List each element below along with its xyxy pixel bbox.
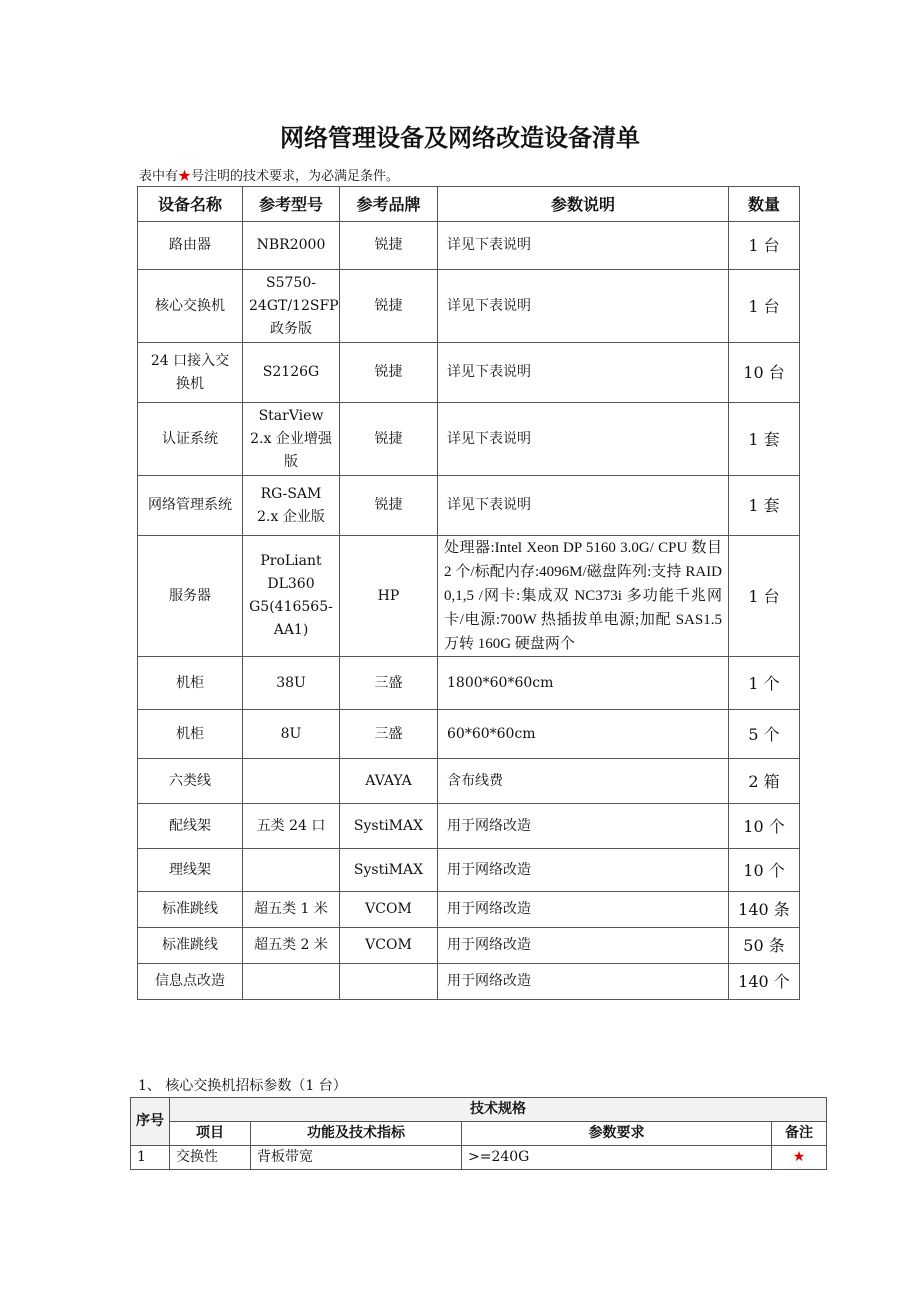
cell-qty: 10 台 — [729, 343, 800, 403]
table-row — [138, 657, 800, 710]
cell-brand — [340, 964, 438, 1000]
cell-requirement: >=240G — [462, 1146, 772, 1170]
header-remark: 备注 — [772, 1122, 827, 1146]
table-row — [138, 892, 800, 928]
star-icon: ★ — [178, 169, 192, 184]
cell-name: 标准跳线 — [138, 892, 243, 928]
cell-desc: 处理器:Intel Xeon DP 5160 3.0G/ CPU 数目 2 个/标配内存:4096M/磁盘阵列:支持 RAID 0,1,5 /网卡:集成双 NC373i 多功能千兆网卡/电源:700W 热插拔单电源;加配 SAS1.5 万转 160G 硬盘两个 — [438, 536, 729, 657]
cell-brand: VCOM — [340, 928, 438, 964]
cell-qty: 140 个 — [729, 964, 800, 1000]
cell-model: 超五类 2 米 — [243, 928, 340, 964]
note-text: 号注明的技术要求，为必满足条件。 — [191, 169, 400, 184]
cell-desc: 详见下表说明 — [438, 222, 729, 270]
cell-name: 机柜 — [138, 657, 243, 710]
cell-desc: 1800*60*60cm — [438, 657, 729, 710]
header-name: 设备名称 — [138, 187, 243, 222]
cell-brand: 锐捷 — [340, 222, 438, 270]
table-row — [138, 403, 800, 476]
cell-name: 机柜 — [138, 710, 243, 759]
cell-model: S5750-24GT/12SFP 政务版 — [243, 270, 340, 343]
cell-name: 标准跳线 — [138, 928, 243, 964]
cell-desc: 用于网络改造 — [438, 804, 729, 849]
table-row — [138, 849, 800, 892]
cell-desc: 用于网络改造 — [438, 849, 729, 892]
header-desc: 参数说明 — [438, 187, 729, 222]
section-heading: 1、 核心交换机招标参数（1 台） — [138, 1078, 347, 1094]
cell-model: 超五类 1 米 — [243, 892, 340, 928]
cell-qty: 5 个 — [729, 710, 800, 759]
cell-brand: 锐捷 — [340, 343, 438, 403]
table-row — [138, 928, 800, 964]
cell-model — [243, 759, 340, 804]
cell-desc: 60*60*60cm — [438, 710, 729, 759]
table-row — [131, 1146, 827, 1170]
cell-model — [243, 964, 340, 1000]
table-row — [138, 343, 800, 403]
cell-model: 38U — [243, 657, 340, 710]
cell-qty: 1 套 — [729, 403, 800, 476]
table-row — [138, 804, 800, 849]
star-icon: ★ — [772, 1146, 827, 1170]
header-qty: 数量 — [729, 187, 800, 222]
table-row — [138, 222, 800, 270]
header-spec: 技术规格 — [170, 1098, 827, 1122]
cell-brand: SystiMAX — [340, 804, 438, 849]
cell-qty: 10 个 — [729, 804, 800, 849]
table-row — [138, 476, 800, 536]
cell-qty: 140 条 — [729, 892, 800, 928]
core-switch-spec-table — [130, 1097, 827, 1170]
cell-brand: 三盛 — [340, 710, 438, 759]
cell-desc: 含布线费 — [438, 759, 729, 804]
cell-model: 8U — [243, 710, 340, 759]
cell-name: 路由器 — [138, 222, 243, 270]
cell-brand: AVAYA — [340, 759, 438, 804]
page-title: 网络管理设备及网络改造设备清单 — [280, 124, 640, 152]
cell-name: 理线架 — [138, 849, 243, 892]
cell-name: 24 口接入交换机 — [138, 343, 243, 403]
cell-qty: 10 个 — [729, 849, 800, 892]
cell-qty: 1 个 — [729, 657, 800, 710]
cell-qty: 1 台 — [729, 536, 800, 657]
cell-qty: 50 条 — [729, 928, 800, 964]
cell-name: 服务器 — [138, 536, 243, 657]
cell-name: 信息点改造 — [138, 964, 243, 1000]
cell-name: 配线架 — [138, 804, 243, 849]
cell-desc: 详见下表说明 — [438, 270, 729, 343]
header-requirement: 参数要求 — [462, 1122, 772, 1146]
cell-qty: 1 套 — [729, 476, 800, 536]
header-brand: 参考品牌 — [340, 187, 438, 222]
requirement-note — [139, 165, 399, 184]
cell-qty: 1 台 — [729, 222, 800, 270]
cell-name: 认证系统 — [138, 403, 243, 476]
cell-name: 网络管理系统 — [138, 476, 243, 536]
header-model: 参考型号 — [243, 187, 340, 222]
cell-seq: 1 — [131, 1146, 170, 1170]
cell-model — [243, 849, 340, 892]
cell-desc: 详见下表说明 — [438, 343, 729, 403]
equipment-table — [137, 186, 800, 1000]
table-row — [138, 710, 800, 759]
cell-function: 背板带宽 — [251, 1146, 462, 1170]
cell-model: ProLiant DL360 G5(416565-AA1) — [243, 536, 340, 657]
cell-desc: 详见下表说明 — [438, 476, 729, 536]
cell-qty: 2 箱 — [729, 759, 800, 804]
cell-desc: 详见下表说明 — [438, 403, 729, 476]
cell-brand: 锐捷 — [340, 403, 438, 476]
note-text: 表中有 — [139, 169, 179, 184]
cell-model: 五类 24 口 — [243, 804, 340, 849]
header-seq: 序号 — [131, 1098, 170, 1146]
cell-brand: 锐捷 — [340, 270, 438, 343]
cell-brand: 三盛 — [340, 657, 438, 710]
cell-desc: 用于网络改造 — [438, 892, 729, 928]
cell-name: 核心交换机 — [138, 270, 243, 343]
cell-desc: 用于网络改造 — [438, 964, 729, 1000]
table-row — [138, 536, 800, 657]
table-row — [138, 270, 800, 343]
table-row — [138, 964, 800, 1000]
cell-item: 交换性 — [170, 1146, 251, 1170]
cell-model: RG-SAM 2.x 企业版 — [243, 476, 340, 536]
header-item: 项目 — [170, 1122, 251, 1146]
cell-qty: 1 台 — [729, 270, 800, 343]
table-header-row — [138, 187, 800, 222]
cell-brand: VCOM — [340, 892, 438, 928]
cell-name: 六类线 — [138, 759, 243, 804]
cell-model: NBR2000 — [243, 222, 340, 270]
table-row — [138, 759, 800, 804]
header-function: 功能及技术指标 — [251, 1122, 462, 1146]
cell-brand: SystiMAX — [340, 849, 438, 892]
cell-brand: 锐捷 — [340, 476, 438, 536]
cell-model: StarView 2.x 企业增强版 — [243, 403, 340, 476]
cell-model: S2126G — [243, 343, 340, 403]
cell-brand: HP — [340, 536, 438, 657]
cell-desc: 用于网络改造 — [438, 928, 729, 964]
